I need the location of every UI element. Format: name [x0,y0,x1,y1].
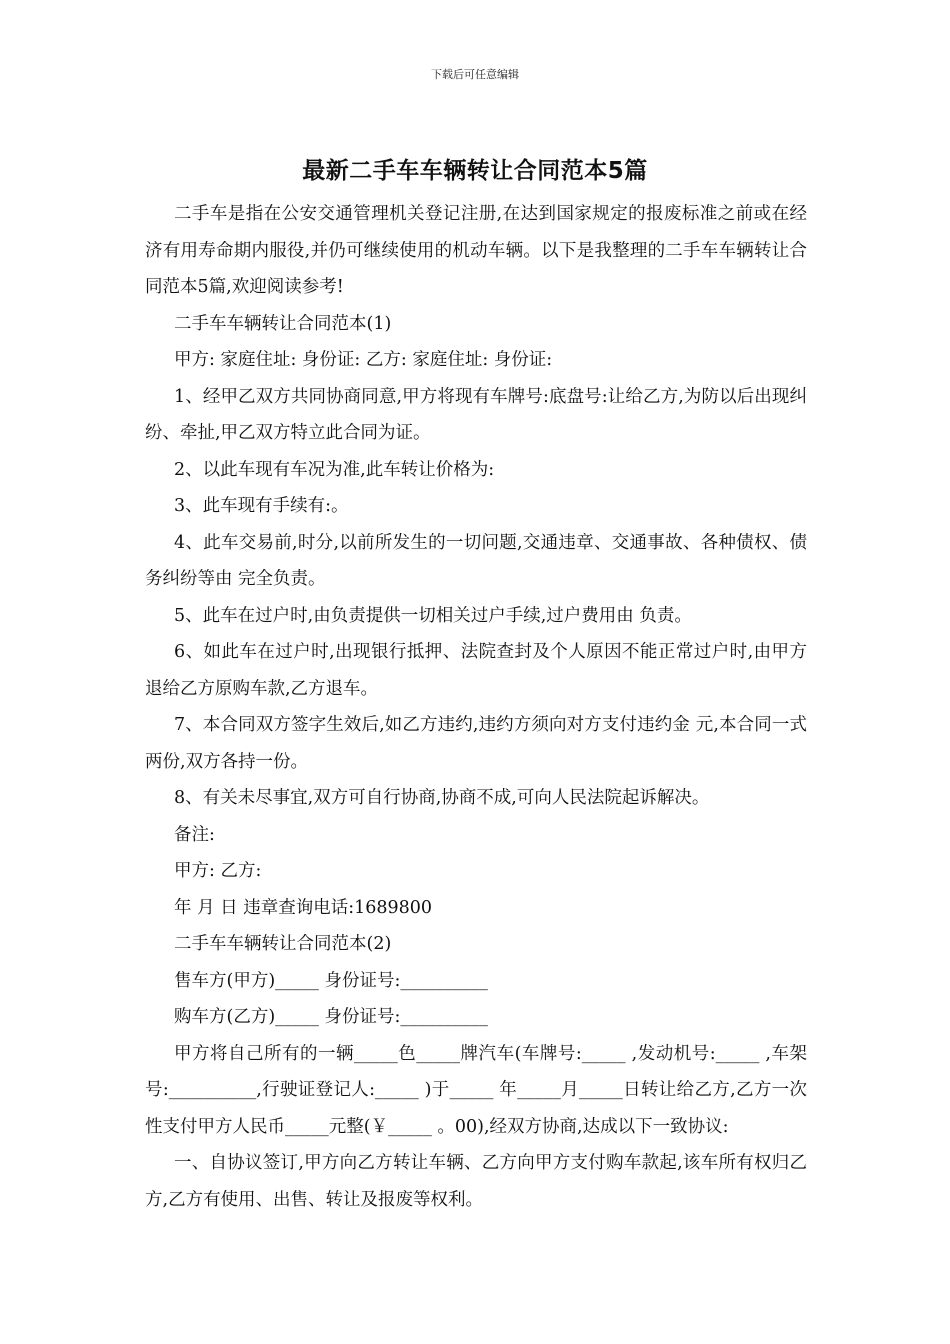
date-phone-line: 年 月 日 违章查询电话:1689800 [174,897,433,918]
clause-5: 5、此车在过户时,由负责提供一切相关过户手续,过户费用由 负责。 [174,605,692,626]
document-title: 最新二手车车辆转让合同范本5篇 [302,158,648,184]
seller-line: 售车方(甲方)_____ 身份证号:__________ [174,970,488,991]
clause-6: 6、如此车在过户时,出现银行抵押、法院查封及个人原因不能正常过户时,由甲方退给乙方原购车款,乙方退车。 [145,642,807,699]
clause-3: 3、此车现有手续有:。 [174,496,349,516]
clause-8: 8、有关未尽事宜,双方可自行协商,协商不成,可向人民法院起诉解决。 [174,788,710,808]
clause-4: 4、此车交易前,时分,以前所发生的一切问题,交通违章、交通事故、各种债权、债务纠纷等由 完全负责。 [145,532,807,589]
signature-line: 甲方: 乙方: [174,861,262,881]
transfer-paragraph: 甲方将自己所有的一辆_____色_____牌汽车(车牌号:_____ ,发动机号:_____ ,车架号:__________,行驶证登记人:_____ )于_____ 年_____月_____日转让给乙方,乙方一次性支付甲方人民币_____元整(￥_____ 。00),经双方协商,达成以下一致协议: [145,1043,807,1137]
clause-7: 7、本合同双方签字生效后,如乙方违约,违约方须向对方支付违约金 元,本合同一式两份,双方各持一份。 [145,715,807,772]
page-header: 下载后可任意编辑 [431,68,519,81]
section-heading-1: 二手车车辆转让合同范本(1) [174,313,392,334]
parties-line: 甲方: 家庭住址: 身份证: 乙方: 家庭住址: 身份证: [174,350,553,370]
paragraph-intro: 二手车是指在公安交通管理机关登记注册,在达到国家规定的报废标准之前或在经济有用寿命期内服役,并仍可继续使用的机动车辆。以下是我整理的二手车车辆转让合同范本5篇,欢迎阅读参考! [145,204,807,297]
clause-2: 2、以此车现有车况为准,此车转让价格为: [174,459,495,480]
document-body [145,196,807,1218]
clause-1: 1、经甲乙双方共同协商同意,甲方将现有车牌号:底盘号:让给乙方,为防以后出现纠纷、牵扯,甲乙双方特立此合同为证。 [145,386,807,443]
remarks-label: 备注: [174,824,215,845]
agreement-clause-1: 一、自协议签订,甲方向乙方转让车辆、乙方向甲方支付购车款起,该车所有权归乙方,乙方有使用、出售、转让及报废等权利。 [145,1153,807,1210]
section-heading-2: 二手车车辆转让合同范本(2) [174,934,392,954]
buyer-line: 购车方(乙方)_____ 身份证号:__________ [174,1007,488,1027]
